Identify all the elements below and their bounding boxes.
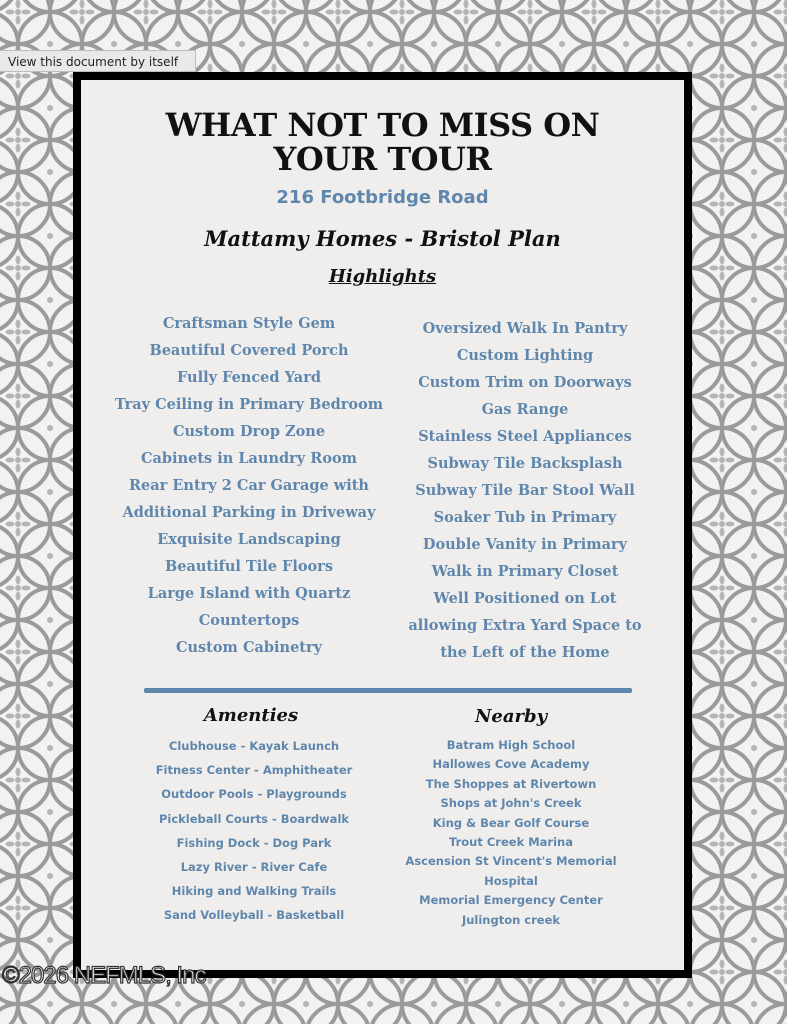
list-item: Custom Drop Zone: [172, 423, 326, 440]
list-item: Trout Creek Marina: [449, 834, 573, 849]
list-item: Rear Entry 2 Car Garage with: [129, 477, 369, 494]
nearby-list: [381, 736, 641, 930]
list-item: Ascension St Vincent's Memorial: [405, 854, 617, 869]
flyer-title-line-2: YOUR TOUR: [273, 140, 492, 178]
list-item: Julington creek: [461, 912, 561, 927]
list-item: Well Positioned on Lot: [433, 590, 617, 607]
list-item: Lazy River - River Cafe: [180, 859, 328, 874]
highlights-right-list: [394, 315, 656, 666]
list-item: King & Bear Golf Course: [432, 815, 590, 830]
section-divider: [144, 688, 632, 693]
list-item: Fitness Center - Amphitheater: [155, 763, 353, 778]
list-item: Craftsman Style Gem: [162, 315, 336, 332]
list-item: Custom Lighting: [456, 347, 594, 364]
list-item: Shops at John's Creek: [440, 796, 582, 811]
list-item: Fishing Dock - Dog Park: [176, 835, 332, 850]
list-item: Hospital: [484, 873, 538, 888]
property-address: 216 Footbridge Road: [276, 187, 489, 208]
list-item: Sand Volleyball - Basketball: [163, 908, 345, 923]
list-item: Gas Range: [481, 401, 569, 418]
list-item: Beautiful Covered Porch: [149, 342, 349, 359]
highlights-heading: Highlights: [328, 266, 437, 287]
list-item: Large Island with Quartz: [147, 585, 351, 602]
list-item: Exquisite Landscaping: [157, 531, 341, 548]
list-item: Clubhouse - Kayak Launch: [168, 739, 340, 753]
list-item: Stainless Steel Appliances: [418, 428, 632, 445]
flyer-frame: [73, 72, 692, 978]
builder-plan: Mattamy Homes - Bristol Plan: [204, 226, 561, 251]
list-item: Hiking and Walking Trails: [171, 884, 337, 899]
view-document-button[interactable]: View this document by itself: [0, 50, 196, 72]
list-item: Walk in Primary Closet: [431, 563, 619, 580]
list-item: Double Vanity in Primary: [422, 536, 628, 553]
flyer-title: [81, 108, 684, 176]
list-item: the Left of the Home: [440, 644, 610, 661]
list-item: Memorial Emergency Center: [419, 893, 603, 908]
list-item: Additional Parking in Driveway: [122, 504, 376, 521]
list-item: Subway Tile Backsplash: [427, 455, 623, 472]
list-item: Beautiful Tile Floors: [165, 558, 333, 575]
copyright-watermark: ©2026 NEFMLS, Inc: [2, 962, 206, 989]
list-item: Cabinets in Laundry Room: [140, 450, 358, 467]
list-item: Pickleball Courts - Boardwalk: [158, 811, 350, 826]
list-item: Batram High School: [446, 738, 576, 752]
list-item: Outdoor Pools - Playgrounds: [161, 787, 347, 802]
list-item: Hallowes Cove Academy: [432, 757, 590, 772]
list-item: Countertops: [198, 612, 300, 629]
list-item: allowing Extra Yard Space to: [408, 617, 642, 634]
amenities-heading: Amenties: [203, 705, 299, 726]
list-item: Soaker Tub in Primary: [433, 509, 617, 526]
list-item: Custom Cabinetry: [175, 639, 323, 656]
flyer-content: [81, 80, 684, 970]
list-item: The Shoppes at Rivertown: [425, 776, 597, 791]
list-item: Tray Ceiling in Primary Bedroom: [114, 396, 384, 413]
nearby-heading: Nearby: [474, 706, 548, 727]
highlights-left-list: [109, 310, 389, 661]
flyer-title-line-1: WHAT NOT TO MISS ON: [165, 106, 600, 144]
list-item: Subway Tile Bar Stool Wall: [415, 482, 635, 499]
amenities-list: [139, 734, 369, 928]
list-item: Oversized Walk In Pantry: [422, 320, 628, 337]
list-item: Fully Fenced Yard: [177, 369, 321, 386]
list-item: Custom Trim on Doorways: [418, 374, 632, 391]
